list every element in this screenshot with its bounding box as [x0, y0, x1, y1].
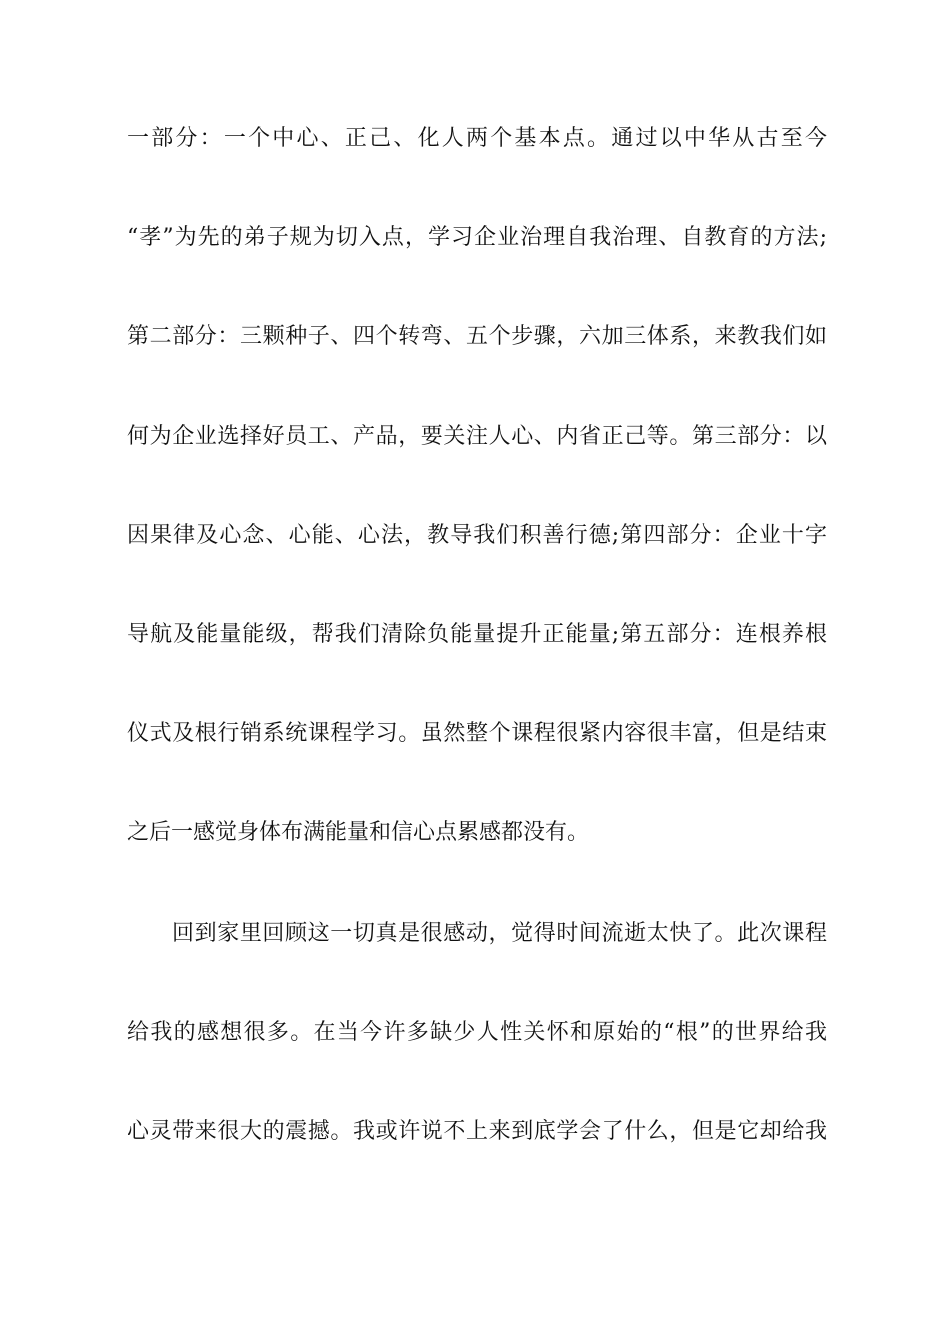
text-line-6: 导航及能量能级，帮我们清除负能量提升正能量;第五部分：连根养根 — [127, 622, 827, 647]
text-line-5: 因果律及心念、心能、心法，教导我们积善行德;第四部分：企业十字 — [127, 523, 827, 548]
text-line-1: 一部分：一个中心、正己、化人两个基本点。通过以中华从古至今 — [127, 126, 827, 151]
text-line-7: 仪式及根行销系统课程学习。虽然整个课程很紧内容很丰富，但是结束 — [127, 721, 827, 746]
text-line-8: 之后一感觉身体布满能量和信心点累感都没有。 — [127, 820, 590, 845]
paragraph-2-line-2: 给我的感想很多。在当今许多缺少人性关怀和原始的“根”的世界给我 — [127, 1020, 827, 1045]
text-line-3: 第二部分：三颗种子、四个转弯、五个步骤，六加三体系，来教我们如 — [127, 324, 827, 349]
paragraph-2-line-1: 回到家里回顾这一切真是很感动，觉得时间流逝太快了。此次课程 — [172, 921, 827, 946]
text-line-2: “孝”为先的弟子规为切入点，学习企业治理自我治理、自教育的方法; — [127, 225, 827, 250]
paragraph-2-line-3: 心灵带来很大的震撼。我或许说不上来到底学会了什么，但是它却给我 — [127, 1119, 827, 1144]
text-line-4: 何为企业选择好员工、产品，要关注人心、内省正己等。第三部分：以 — [127, 424, 827, 449]
